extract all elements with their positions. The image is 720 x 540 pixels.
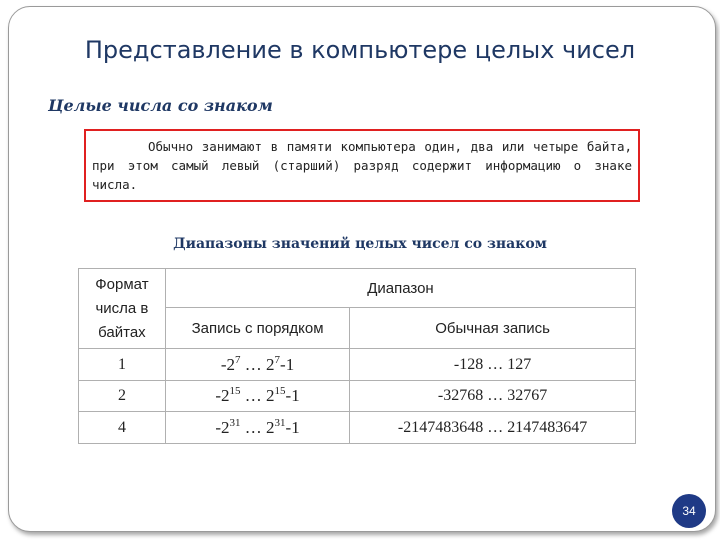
pow-hi-exp: 15 [274, 385, 286, 397]
plain-cell: -32768 … 32767 [350, 381, 636, 412]
page-number-badge: 34 [672, 494, 706, 528]
note-box [84, 129, 640, 202]
header-format-label: Формат числа в байтах [95, 275, 149, 341]
power-cell [165, 349, 349, 381]
table-caption: Диапазоны значений целых чисел со знаком [173, 236, 547, 252]
table-row [79, 381, 636, 412]
pow-hi-tail: -1 [285, 417, 300, 437]
pow-hi-tail: -1 [280, 354, 295, 374]
pow-hi-exp: 31 [274, 416, 286, 429]
pow-hi-base: 2 [266, 354, 275, 374]
pow-separator: … [240, 354, 267, 374]
pow-separator: … [240, 417, 267, 437]
bytes-cell: 4 [79, 412, 166, 444]
note-text: Обычно занимают в памяти компьютера один, два или четыре байта, при этом самый левый (старший) разряд содержит информацию о знаке числа. [92, 139, 632, 192]
pow-hi-exp: 7 [274, 353, 281, 366]
ranges-table [78, 268, 636, 444]
bytes-cell: 2 [79, 381, 166, 412]
pow-hi-base: 2 [266, 386, 275, 405]
pow-separator: … [240, 386, 267, 405]
pow-lo-exp: 7 [235, 353, 241, 366]
bytes-cell: 1 [79, 349, 166, 381]
pow-hi-tail: -1 [285, 386, 300, 405]
power-cell [165, 412, 349, 444]
pow-lo-exp: 15 [229, 385, 241, 397]
pow-lo-base: -2 [215, 386, 230, 405]
table-row [79, 412, 636, 444]
plain-cell: -2147483648 … 2147483647 [350, 412, 636, 444]
plain-cell: -128 … 127 [350, 349, 636, 381]
section-subtitle: Целые числа со знаком [48, 96, 273, 115]
pow-lo-base: -2 [215, 417, 230, 437]
header-plain-notation: Обычная запись [350, 308, 636, 349]
header-power-notation: Запись с порядком [165, 308, 349, 349]
pow-lo-exp: 31 [229, 416, 241, 429]
header-range: Диапазон [165, 269, 635, 308]
slide-title: Представление в компьютере целых чисел [84, 36, 636, 64]
table-row [79, 349, 636, 381]
pow-hi-base: 2 [266, 417, 275, 437]
header-format [79, 269, 166, 349]
pow-lo-base: -2 [220, 354, 236, 374]
power-cell [165, 381, 349, 412]
